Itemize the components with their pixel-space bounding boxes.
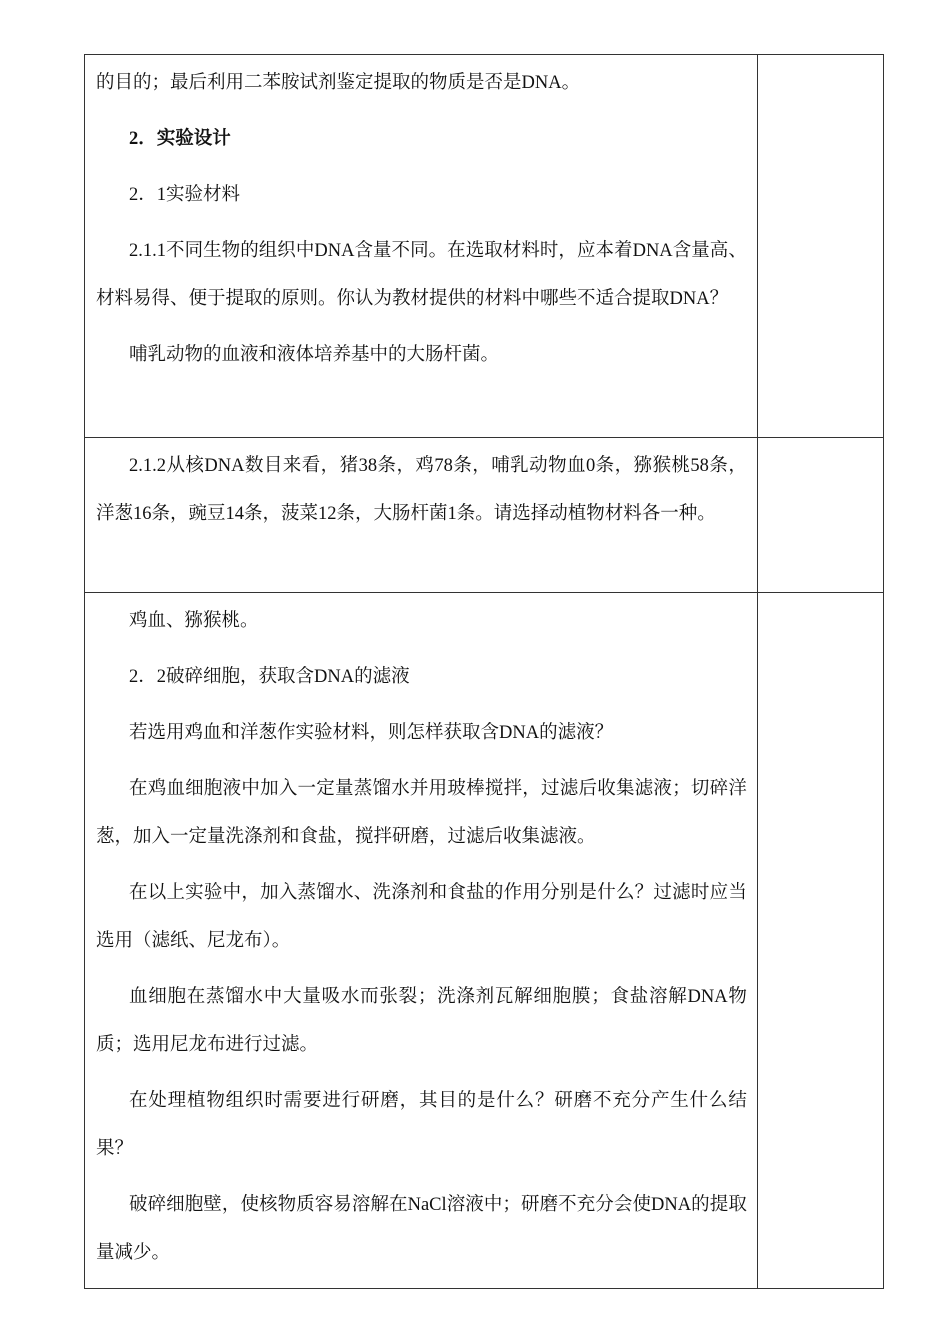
answer-paragraph: 破碎细胞壁，使核物质容易溶解在NaCl溶液中；研磨不充分会使DNA的提取量减少。 bbox=[96, 1195, 747, 1263]
answer-paragraph: 鸡血、猕猴桃。 bbox=[129, 611, 259, 631]
content-cell bbox=[85, 593, 758, 1289]
notes-cell bbox=[757, 438, 883, 593]
subsection-heading: 2．1实验材料 bbox=[129, 185, 241, 205]
table-row bbox=[85, 55, 884, 438]
notes-cell bbox=[757, 55, 883, 438]
content-cell bbox=[85, 438, 758, 593]
question-paragraph: 2.1.2从核DNA数目来看，猪38条，鸡78条，哺乳动物血0条，猕猴桃58条，洋葱16条，豌豆14条，菠菜12条，大肠杆菌1条。请选择动植物材料各一种。 bbox=[96, 456, 747, 524]
question-paragraph: 若选用鸡血和洋葱作实验材料，则怎样获取含DNA的滤液？ bbox=[129, 723, 614, 743]
table-row bbox=[85, 438, 884, 593]
section-heading: 2．实验设计 bbox=[129, 129, 231, 149]
table-row bbox=[85, 593, 884, 1289]
answer-paragraph: 在鸡血细胞液中加入一定量蒸馏水并用玻棒搅拌，过滤后收集滤液；切碎洋葱，加入一定量洗涤剂和食盐，搅拌研磨，过滤后收集滤液。 bbox=[96, 779, 747, 847]
content-cell bbox=[85, 55, 758, 438]
lesson-plan-table bbox=[84, 54, 884, 1289]
answer-paragraph: 血细胞在蒸馏水中大量吸水而张裂；洗涤剂瓦解细胞膜；食盐溶解DNA物质；选用尼龙布进行过滤。 bbox=[96, 987, 747, 1055]
notes-cell bbox=[757, 593, 883, 1289]
question-paragraph: 在处理植物组织时需要进行研磨，其目的是什么？研磨不充分产生什么结果？ bbox=[96, 1091, 747, 1159]
paragraph: 的目的；最后利用二苯胺试剂鉴定提取的物质是否是DNA。 bbox=[96, 73, 581, 93]
question-paragraph: 2.1.1不同生物的组织中DNA含量不同。在选取材料时，应本着DNA含量高、材料易得、便于提取的原则。你认为教材提供的材料中哪些不适合提取DNA？ bbox=[96, 241, 747, 309]
question-paragraph: 在以上实验中，加入蒸馏水、洗涤剂和食盐的作用分别是什么？过滤时应当选用（滤纸、尼龙布）。 bbox=[96, 883, 747, 951]
answer-paragraph: 哺乳动物的血液和液体培养基中的大肠杆菌。 bbox=[129, 345, 500, 365]
subsection-heading: 2．2破碎细胞，获取含DNA的滤液 bbox=[129, 667, 410, 687]
